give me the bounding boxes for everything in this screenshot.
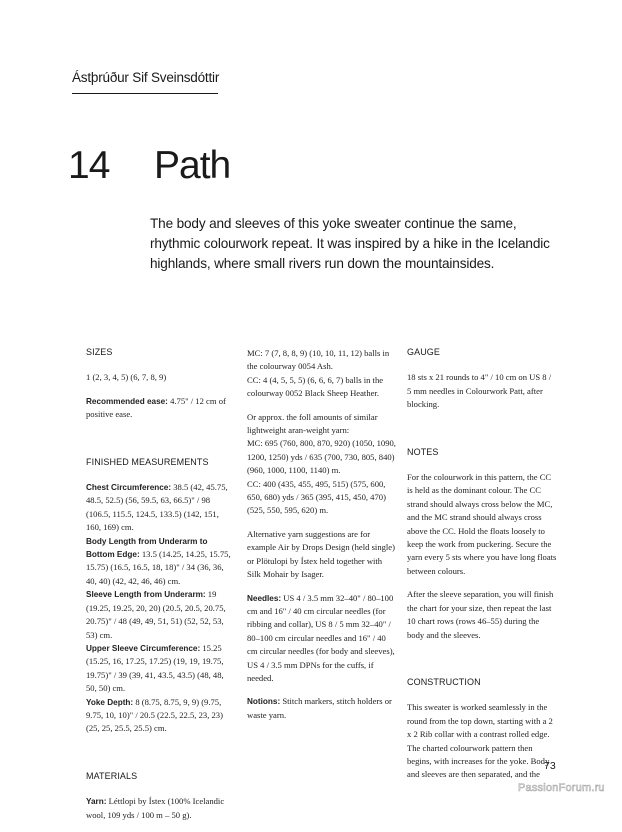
approx-mc: MC: 695 (760, 800, 870, 920) (1050, 1090, 1200, 1250) yds / 635 (700, 730, 805, 840) (960, 1000, 1100, 1140) m. [247, 438, 396, 476]
column-left [86, 346, 236, 832]
approx-intro: Or approx. the foll amounts of similar lightweight aran-weight yarn: [247, 411, 378, 436]
finished-measurements-heading: FINISHED MEASUREMENTS [86, 456, 209, 467]
yarn-label: Yarn: [86, 797, 107, 807]
measurement-label: Upper Sleeve Circumference: [86, 643, 201, 653]
intro-paragraph [150, 214, 570, 274]
column-middle [247, 347, 397, 732]
measurement-value: 8 (8.75, 8.75, 9, 9) (9.75, 9.75, 10, 10)" / 20.5 (22.5, 22.5, 23, 23) (25, 25, 25.5, 25.5) cm. [86, 696, 223, 734]
pattern-title [68, 146, 230, 185]
notions-value: Stitch markers, stitch holders or waste yarn. [247, 696, 392, 720]
intro-line: rhythmic colourwork repeat. It was inspired by a hike in the Icelandic [150, 236, 550, 251]
notions-label: Notions: [247, 697, 281, 707]
ease-value: 4.75" / 12 cm of positive ease. [86, 395, 226, 420]
notes-paragraph: After the sleeve separation, you will finish the chart for your size, then repeat the last 10 chart rows (rows 46–55) during the body and the sleeves. [407, 589, 554, 640]
measurement-label: Yoke Depth: [86, 697, 134, 707]
page-number: 73 [544, 760, 556, 772]
materials-heading: MATERIALS [86, 770, 138, 781]
gauge-heading: GAUGE [407, 347, 441, 357]
column-right [407, 346, 557, 782]
gauge-text: 18 sts x 21 rounds to 4" / 10 cm on US 8 / 5 mm needles in Colourwork Patt, after blocking. [407, 372, 552, 410]
measurement-label: Chest Circumference: [86, 483, 172, 493]
measurement-label: Body Length from Underarm to Bottom Edge: [86, 536, 208, 560]
measurement-value: 19 (19.25, 19.25, 20, 20) (20.5, 20.5, 20.75, 20.75)" / 48 (49, 49, 51, 51) (52, 52, 53, 53) cm. [86, 589, 226, 640]
sizes-heading: SIZES [86, 347, 113, 357]
pattern-number: 14 [68, 144, 110, 187]
needles-label: Needles: [247, 593, 282, 603]
author-name: Ástþrúður Sif Sveinsdóttir [72, 70, 218, 94]
measurement-item [86, 535, 236, 589]
recommended-ease [86, 395, 236, 422]
approx-cc: CC: 400 (435, 455, 495, 515) (575, 600, 650, 680) yds / 365 (395, 415, 450, 470) (525, 550, 595, 620) m. [247, 478, 386, 516]
yarn-info [86, 795, 236, 822]
sizes-values: 1 (2, 3, 4, 5) (6, 7, 8, 9) [86, 372, 167, 383]
spacer [407, 652, 557, 676]
notes-paragraph: For the colourwork in this pattern, the CC is held as the dominant colour. The CC strand should always cross below the MC, and the MC strand should always cross above the CC. Hold the floats loosely to keep the work from puckering. Secure the yarn every 5 sts where you have long floats between colours. [407, 472, 557, 576]
measurement-item [86, 588, 236, 642]
measurement-item [86, 481, 236, 535]
needles-value: US 4 / 3.5 mm 32–40" / 80–100 cm and 16" / 40 cm circular needles (for ribbing and collar), US 8 / 5 mm 32–40" / 80–100 cm circular needles and 16" / 40 cm circular needles (for body and sleeves), US 4 / 3.5 mm DPNs for the cuffs, if needed. [247, 592, 395, 683]
measurement-item [86, 696, 236, 736]
construction-text: This sweater is worked seamlessly in the round from the top down, starting with a 2 x 2 Rib collar with a contrast rolled edge. The charted colourwork pattern then begins, with increases for the yoke. Body and sleeves are then separated, and the [407, 702, 553, 780]
spacer [86, 736, 236, 770]
measurement-value: 38.5 (42, 45.75, 48.5, 52.5) (56, 59.5, 63, 66.5)" / 98 (106.5, 115.5, 124.5, 133.5) (142, 151, 160, 169) cm. [86, 482, 228, 533]
notes-heading: NOTES [407, 446, 439, 457]
notions-info [247, 695, 397, 722]
pattern-name: Path [154, 144, 231, 187]
cc-amount: CC: 4 (4, 5, 5, 5) (6, 6, 6, 7) balls in the colourway 0052 Black Sheep Heather. [247, 374, 384, 399]
watermark: PassionForum.ru [518, 782, 605, 794]
measurement-label: Sleeve Length from Underarm: [86, 590, 206, 600]
measurement-value: 13.5 (14.25, 14.25, 15.75, 15.75) (16.5, 16.5, 18, 18)" / 34 (36, 36, 40, 40) (42, 42, 46, 46) cm. [86, 549, 231, 586]
intro-line: highlands, where small rivers run down the mountainsides. [150, 256, 495, 271]
yarn-value: Léttlopi by Ístex (100% Icelandic wool, 109 yds / 100 m – 50 g). [86, 796, 225, 820]
mc-amount: MC: 7 (7, 8, 8, 9) (10, 10, 11, 12) balls in the colourway 0054 Ash. [247, 348, 390, 372]
construction-heading: CONSTRUCTION [407, 676, 481, 687]
measurement-value: 15.25 (15.25, 16, 17.25, 17.25) (19, 19, 19.75, 19.75)" / 39 (39, 41, 43.5, 43.5) (48, 48, 50, 50) cm. [86, 642, 224, 694]
measurement-item [86, 642, 236, 696]
needles-info [247, 592, 397, 686]
spacer [86, 432, 236, 456]
alternative-yarns: Alternative yarn suggestions are for example Air by Drops Design (held single) or Plötulopi by Ístex held together with Silk Mohair by Isager. [247, 528, 395, 580]
spacer [407, 422, 557, 446]
ease-label: Recommended ease: [86, 396, 168, 406]
intro-line: The body and sleeves of this yoke sweater continue the same, [150, 216, 517, 231]
